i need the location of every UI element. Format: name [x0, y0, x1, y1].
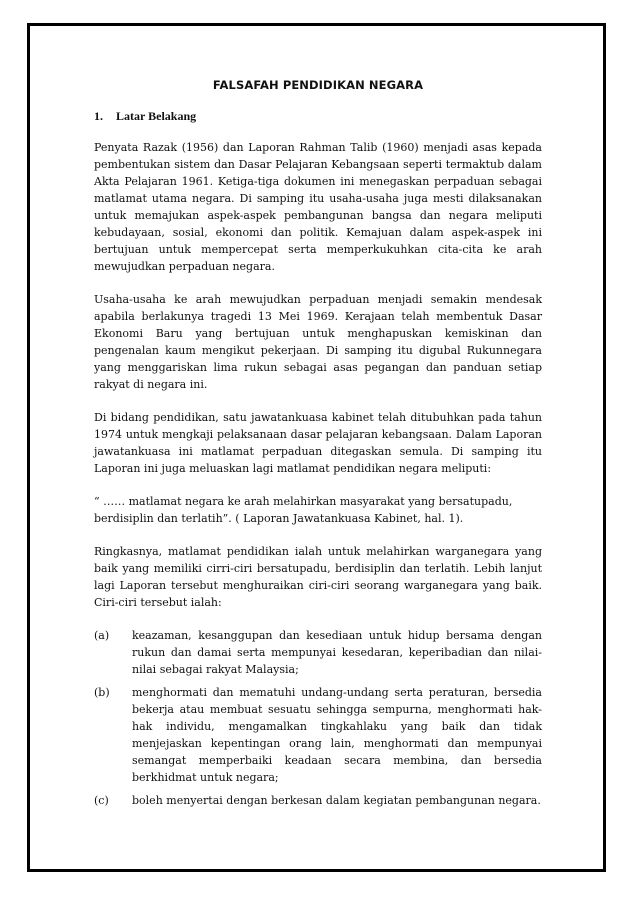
list-item — [94, 684, 542, 786]
document-body — [94, 77, 542, 815]
list-item — [94, 792, 542, 809]
list-item-text: keazaman, kesanggupan dan kesediaan untuk hidup bersama dengan rukun dan damai serta mempunyai kesedaran, keperibadian dan nilai-nilai sebagai rakyat Malaysia; — [132, 629, 542, 676]
list-item — [94, 627, 542, 678]
document-title: FALSAFAH PENDIDIKAN NEGARA — [212, 78, 424, 92]
section-heading — [94, 108, 542, 125]
list-item-label: (b) — [94, 686, 110, 699]
paragraph-1: Penyata Razak (1956) dan Laporan Rahman Talib (1960) menjadi asas kepada pembentukan sistem dan Dasar Pelajaran Kebangsaan seperti termaktub dalam Akta Pelajaran 1961. Ketiga-tiga dokumen ini menegaskan perpaduan sebagai matlamat utama negara. Di samping itu usaha-usaha juga mesti dilaksanakan untuk memajukan aspek-aspek pembangunan bangsa dan negara meliputi kebudayaan, sosial, ekonomi dan politik. Kemajuan dalam aspek-aspek ini bertujuan untuk mempercepat serta memperkukuhkan cita-cita ke arah mewujudkan perpaduan negara. — [94, 141, 542, 273]
paragraph-2: Usaha-usaha ke arah mewujudkan perpaduan menjadi semakin mendesak apabila berlakunya tragedi 13 Mei 1969. Kerajaan telah membentuk Dasar Ekonomi Baru yang bertujuan untuk menghapuskan kemiskinan dan pengenalan kaum mengikut pekerjaan. Di samping itu digubal Rukunnegara yang menggariskan lima rukun sebagai asas pegangan dan panduan setiap rakyat di negara ini. — [94, 293, 542, 391]
section-heading-text: Latar Belakang — [116, 109, 197, 123]
quotation: “ …… matlamat negara ke arah melahirkan masyarakat yang bersatupadu, berdisiplin dan terlatih”. ( Laporan Jawatankuasa Kabinet, hal. 1). — [94, 495, 513, 525]
paragraph-3: Di bidang pendidikan, satu jawatankuasa kabinet telah ditubuhkan pada tahun 1974 untuk mengkaji pelaksanaan dasar pelajaran kebangsaan. Dalam Laporan jawatankuasa ini matlamat perpaduan ditegaskan semula. Di samping itu Laporan ini juga meluaskan lagi matlamat pendidikan negara meliputi: — [94, 411, 542, 475]
paragraph-5: Ringkasnya, matlamat pendidikan ialah untuk melahirkan warganegara yang baik yang memiliki cirri-ciri bersatupadu, berdisiplin dan terlatih. Lebih lanjut lagi Laporan tersebut menghuraikan ciri-ciri seorang warganegara yang baik. Ciri-ciri tersebut ialah: — [94, 545, 542, 609]
list-item-text: menghormati dan mematuhi undang-undang serta peraturan, bersedia bekerja atau membuat sesuatu sehingga sempurna, menghormati hak-hak individu, mengamalkan tingkahlaku yang baik dan tidak menjejaskan kepentingan orang lain, menghormati dan mempunyai semangat memperbaiki keadaan secara membina, dan bersedia berkhidmat untuk negara; — [132, 686, 542, 784]
list-item-label: (c) — [94, 794, 109, 807]
list-item-text: boleh menyertai dengan berkesan dalam kegiatan pembangunan negara. — [132, 794, 541, 807]
list-item-label: (a) — [94, 629, 110, 642]
section-number: 1. — [94, 109, 103, 123]
